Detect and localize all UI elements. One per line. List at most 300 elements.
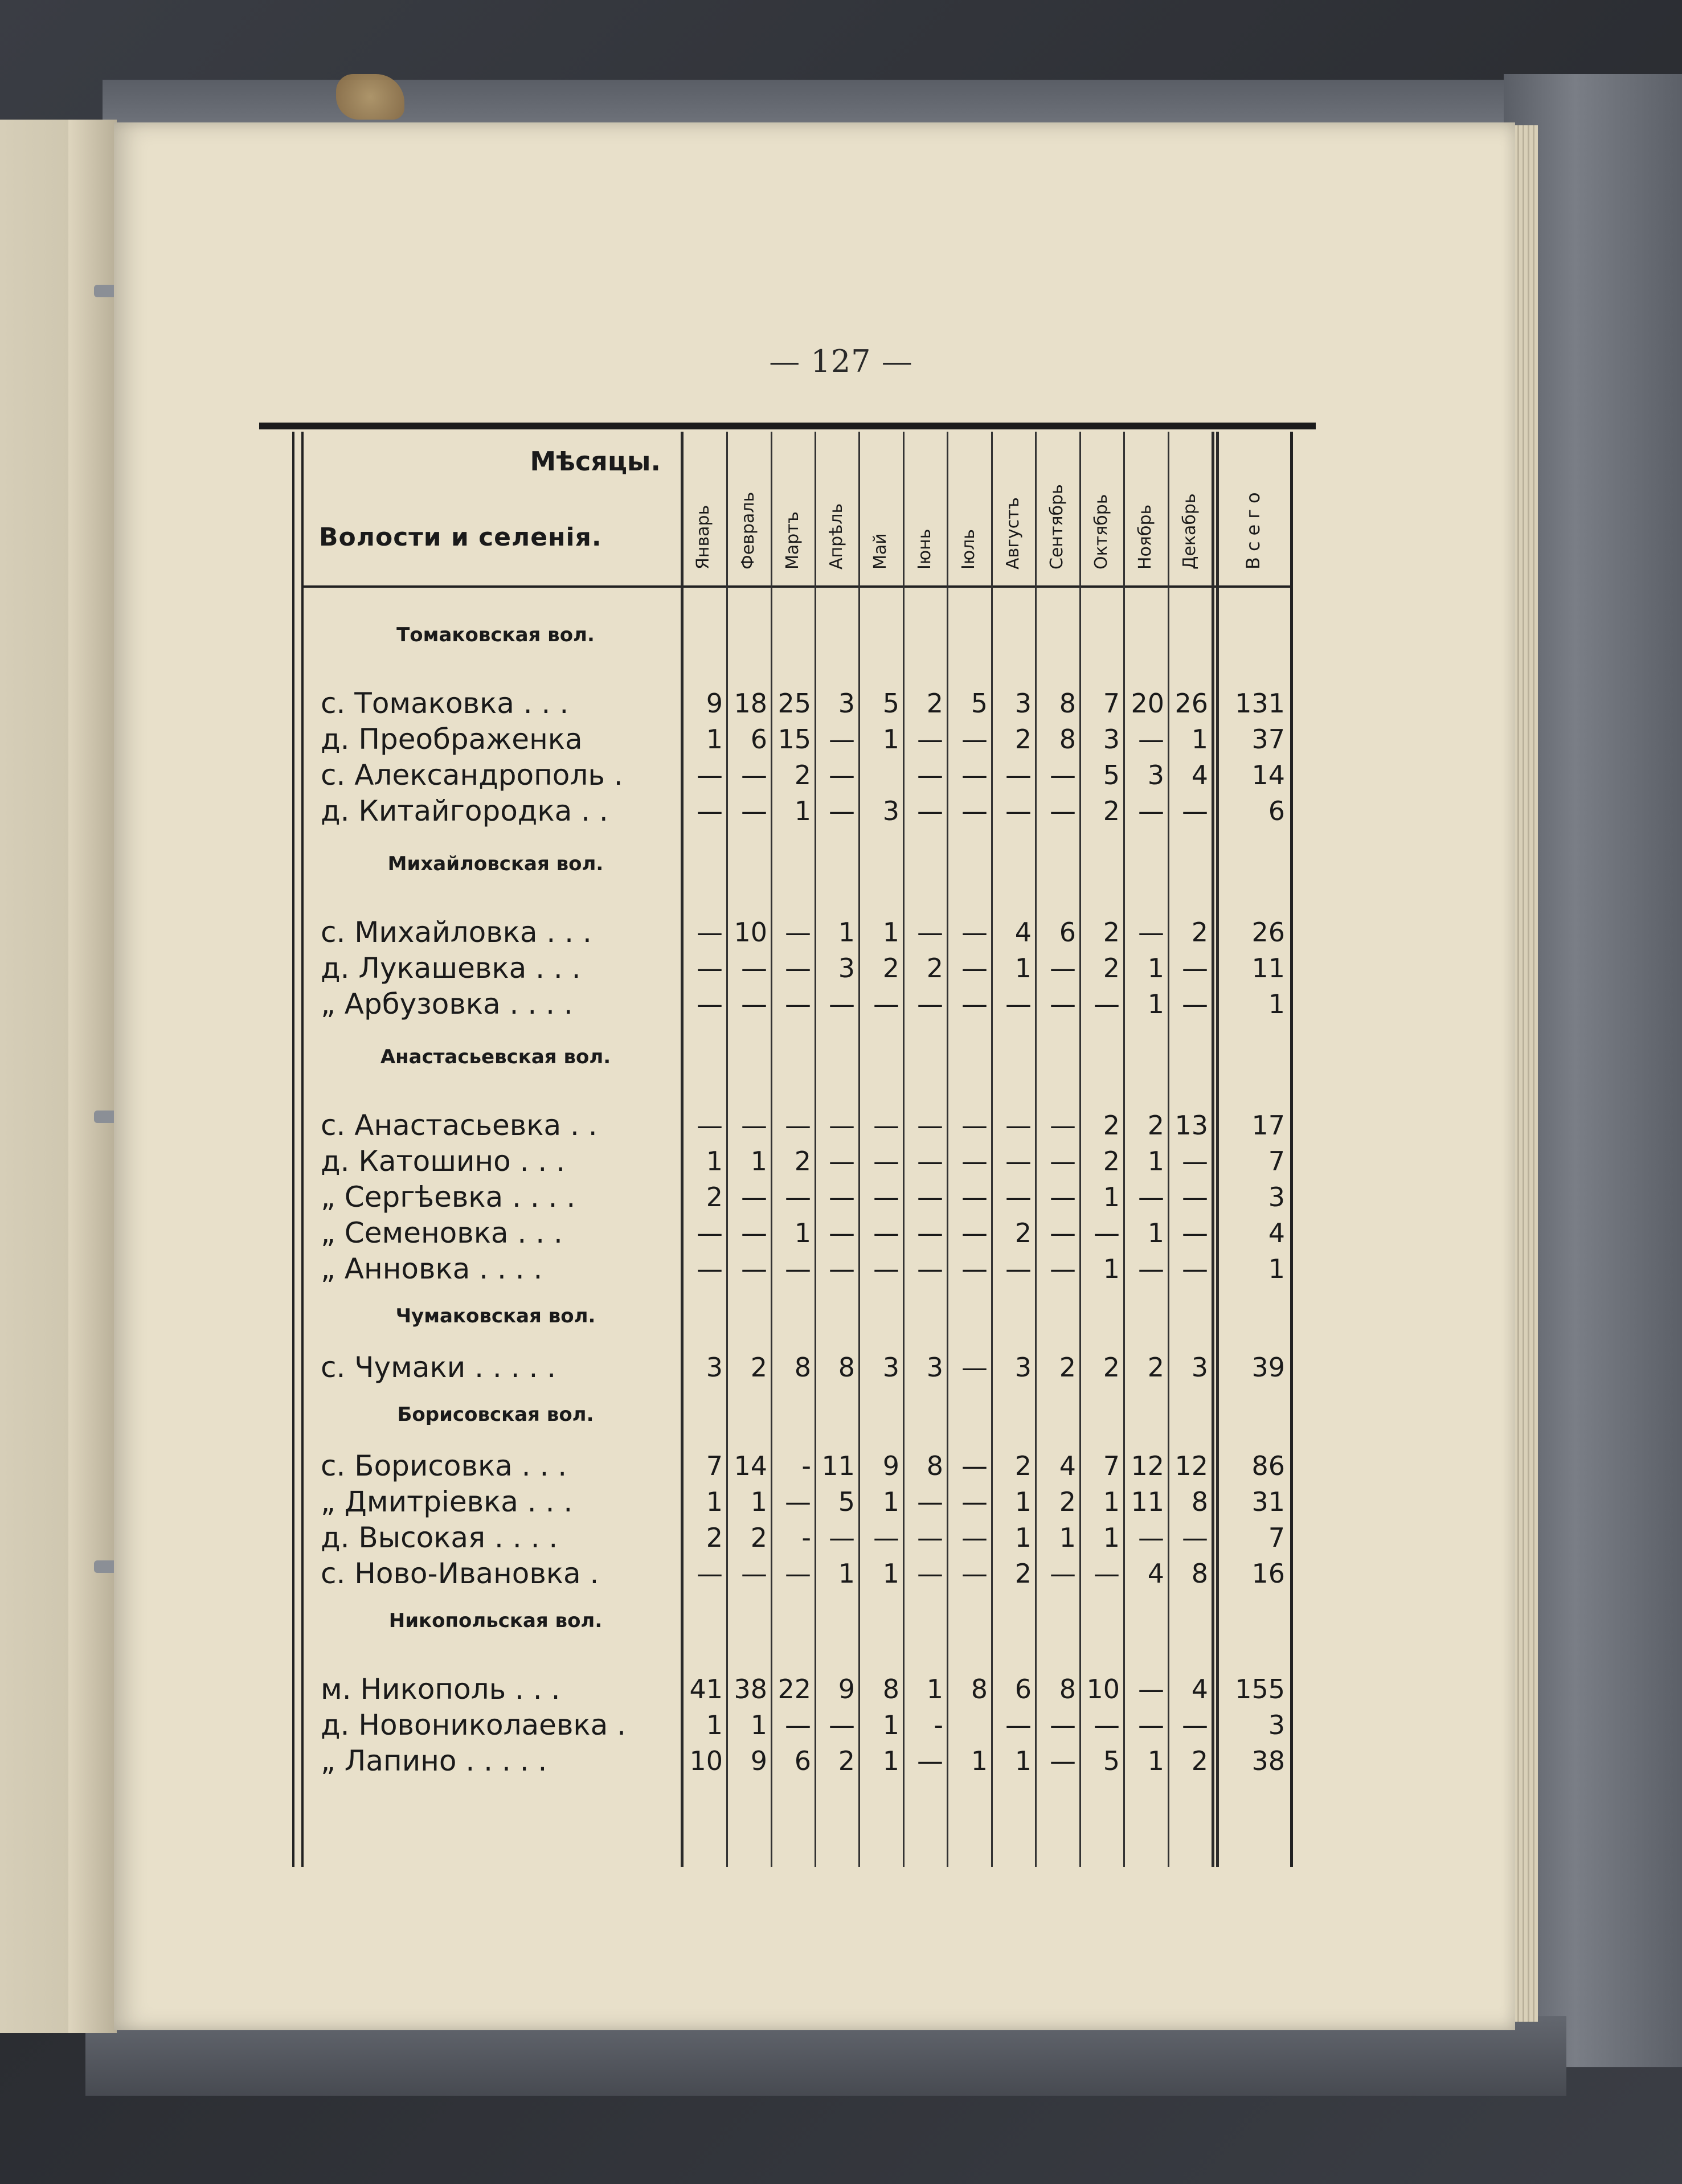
settlement-name: м. Никополь . . .: [321, 1673, 560, 1706]
month-value-cell: —: [917, 1745, 943, 1776]
month-value-cell: —: [961, 989, 988, 1019]
month-value-cell: 15: [777, 724, 811, 755]
month-value-cell: —: [785, 953, 811, 984]
total-value-cell: 39: [1251, 1352, 1285, 1383]
month-value-cell: 1: [1103, 1486, 1120, 1517]
total-value-cell: 1: [1268, 989, 1285, 1019]
month-value-cell: 1: [838, 917, 855, 948]
total-header: Всего: [1242, 486, 1264, 569]
month-value-cell: —: [917, 1110, 943, 1141]
settlement-name: с. Томаковка . . .: [321, 687, 569, 720]
month-value-cell: 1: [1103, 1522, 1120, 1553]
month-value-cell: 1: [1147, 1745, 1164, 1776]
month-value-cell: 8: [1059, 1674, 1076, 1704]
settlement-name: с. Анастасьевка . .: [321, 1109, 598, 1142]
settlement-name: д. Катошино . . .: [321, 1145, 566, 1178]
month-value-cell: 1: [882, 1486, 899, 1517]
month-value-cell: 1: [706, 1146, 723, 1177]
month-value-cell: 2: [1191, 917, 1208, 948]
volost-title: Борисовская вол.: [397, 1403, 594, 1426]
month-header: Ноябрь: [1135, 504, 1155, 569]
month-value-cell: —: [829, 724, 855, 755]
volost-title: Никопольская вол.: [388, 1609, 603, 1632]
month-value-cell: —: [1138, 1522, 1164, 1553]
month-value-cell: 4: [1014, 917, 1032, 948]
month-value-cell: —: [961, 1450, 988, 1481]
total-value-cell: 17: [1251, 1110, 1285, 1141]
month-value-cell: —: [741, 1218, 767, 1248]
month-value-cell: —: [1182, 796, 1208, 826]
month-value-cell: 13: [1174, 1110, 1208, 1141]
month-value-cell: —: [1050, 1558, 1076, 1589]
month-value-cell: —: [1050, 1745, 1076, 1776]
month-value-cell: 1: [1014, 1745, 1032, 1776]
month-value-cell: —: [917, 796, 943, 826]
total-value-cell: 14: [1251, 760, 1285, 790]
month-value-cell: 41: [689, 1674, 723, 1704]
month-value-cell: 4: [1147, 1558, 1164, 1589]
month-value-cell: —: [961, 1218, 988, 1248]
month-value-cell: —: [1182, 1522, 1208, 1553]
month-value-cell: —: [785, 1710, 811, 1740]
month-value-cell: 8: [794, 1352, 811, 1383]
page-number: — 127 —: [769, 343, 913, 379]
settlement-name: д. Лукашевка . . .: [321, 952, 581, 985]
month-header: Іюль: [959, 529, 979, 569]
month-value-cell: —: [961, 760, 988, 790]
month-value-cell: —: [1182, 1218, 1208, 1248]
total-value-cell: 3: [1268, 1710, 1285, 1740]
month-value-cell: 6: [1014, 1674, 1032, 1704]
month-value-cell: —: [741, 1110, 767, 1141]
month-value-cell: —: [697, 760, 723, 790]
month-value-cell: 8: [1059, 724, 1076, 755]
month-value-cell: —: [741, 989, 767, 1019]
month-value-cell: —: [1050, 1146, 1076, 1177]
month-value-cell: —: [785, 1110, 811, 1141]
month-value-cell: —: [1094, 1710, 1120, 1740]
month-value-cell: —: [917, 1146, 943, 1177]
month-value-cell: 3: [1103, 724, 1120, 755]
month-value-cell: —: [961, 1146, 988, 1177]
month-value-cell: —: [1050, 1253, 1076, 1284]
month-value-cell: 2: [1014, 1558, 1032, 1589]
month-value-cell: 11: [821, 1450, 855, 1481]
month-value-cell: —: [1050, 989, 1076, 1019]
month-value-cell: 4: [1059, 1450, 1076, 1481]
month-value-cell: —: [917, 1182, 943, 1212]
month-value-cell: [947, 1708, 991, 1742]
month-value-cell: —: [1050, 1182, 1076, 1212]
month-value-cell: —: [697, 1253, 723, 1284]
volost-title: Анастасьевская вол.: [380, 1046, 611, 1068]
settlement-name: д. Новониколаевка .: [321, 1708, 627, 1742]
month-value-cell: —: [1050, 760, 1076, 790]
month-value-cell: 3: [882, 1352, 899, 1383]
month-value-cell: 4: [1191, 1674, 1208, 1704]
settlement-name: д. Китайгородка . .: [321, 794, 608, 827]
settlement-name: с. Борисовка . . .: [321, 1449, 567, 1482]
month-value-cell: —: [829, 1522, 855, 1553]
torn-paper-fragment: [336, 74, 404, 120]
month-value-cell: 2: [1103, 917, 1120, 948]
month-value-cell: —: [873, 1182, 899, 1212]
month-value-cell: —: [697, 917, 723, 948]
month-value-cell: —: [1138, 796, 1164, 826]
month-value-cell: 2: [1059, 1352, 1076, 1383]
month-value-cell: 2: [1147, 1110, 1164, 1141]
month-value-cell: 2: [794, 1146, 811, 1177]
month-value-cell: —: [697, 1558, 723, 1589]
month-value-cell: 2: [1014, 1218, 1032, 1248]
month-value-cell: 6: [750, 724, 767, 755]
volost-title: Томаковская вол.: [396, 624, 595, 646]
month-value-cell: 1: [882, 1558, 899, 1589]
month-value-cell: 9: [882, 1450, 899, 1481]
month-value-cell: 2: [926, 688, 943, 719]
settlement-name: д. Высокая . . . .: [321, 1521, 558, 1554]
month-value-cell: 7: [706, 1450, 723, 1481]
month-value-cell: —: [1138, 1674, 1164, 1704]
month-header: Августъ: [1002, 497, 1023, 569]
month-value-cell: —: [829, 1182, 855, 1212]
previous-page-shade: [0, 120, 68, 2033]
month-value-cell: —: [1050, 953, 1076, 984]
month-value-cell: 3: [838, 688, 855, 719]
month-value-cell: 8: [971, 1674, 988, 1704]
month-value-cell: 2: [838, 1745, 855, 1776]
month-value-cell: —: [873, 1218, 899, 1248]
total-value-cell: 3: [1268, 1182, 1285, 1212]
settlement-name: д. Преображенка: [321, 723, 583, 756]
month-value-cell: 4: [1191, 760, 1208, 790]
month-value-cell: 2: [706, 1182, 723, 1212]
month-value-cell: 6: [1059, 917, 1076, 948]
month-value-cell: 3: [1014, 1352, 1032, 1383]
month-value-cell: —: [1005, 1182, 1032, 1212]
month-value-cell: —: [1138, 1182, 1164, 1212]
month-value-cell: 1: [1014, 1486, 1032, 1517]
month-header: Май: [870, 533, 890, 569]
month-value-cell: —: [961, 796, 988, 826]
month-value-cell: 1: [706, 1710, 723, 1740]
month-value-cell: —: [829, 1710, 855, 1740]
month-value-cell: —: [917, 1522, 943, 1553]
month-value-cell: —: [1050, 1710, 1076, 1740]
volost-title: Чумаковская вол.: [395, 1305, 596, 1327]
month-value-cell: 18: [734, 688, 767, 719]
month-value-cell: —: [741, 1253, 767, 1284]
month-value-cell: -: [801, 1450, 811, 1481]
month-value-cell: —: [961, 1253, 988, 1284]
month-value-cell: 25: [777, 688, 811, 719]
month-value-cell: —: [785, 1182, 811, 1212]
month-value-cell: 1: [750, 1146, 767, 1177]
month-value-cell: 5: [1103, 1745, 1120, 1776]
month-value-cell: 9: [706, 688, 723, 719]
total-value-cell: 16: [1251, 1558, 1285, 1589]
month-value-cell: 8: [1191, 1558, 1208, 1589]
month-value-cell: 1: [1147, 1218, 1164, 1248]
month-value-cell: 9: [750, 1745, 767, 1776]
month-header: Декабрь: [1179, 493, 1200, 569]
month-value-cell: —: [873, 1110, 899, 1141]
month-value-cell: 10: [1086, 1674, 1120, 1704]
month-value-cell: 3: [926, 1352, 943, 1383]
settlement-name: „ Анновка . . . .: [321, 1252, 543, 1285]
month-value-cell: —: [741, 760, 767, 790]
settlement-name: с. Александрополь .: [321, 759, 623, 792]
month-value-cell: 1: [1147, 1146, 1164, 1177]
month-value-cell: 1: [794, 796, 811, 826]
month-value-cell: —: [961, 1182, 988, 1212]
table-right-border: [1290, 432, 1293, 1867]
month-value-cell: 1: [971, 1745, 988, 1776]
month-value-cell: 12: [1131, 1450, 1164, 1481]
month-value-cell: —: [961, 1522, 988, 1553]
months-heading: Мѣсяцы.: [530, 446, 661, 477]
total-value-cell: 11: [1251, 953, 1285, 984]
month-value-cell: —: [1005, 760, 1032, 790]
month-value-cell: —: [1094, 989, 1120, 1019]
month-value-cell: —: [1138, 724, 1164, 755]
month-value-cell: 3: [1014, 688, 1032, 719]
volost-title: Михайловская вол.: [387, 853, 604, 875]
month-value-cell: 5: [1103, 760, 1120, 790]
month-header: Мартъ: [782, 511, 803, 569]
settlement-name: „ Сергѣевка . . . .: [321, 1181, 576, 1214]
settlements-heading: Волости и селенія.: [319, 523, 602, 552]
settlement-name: с. Михайловка . . .: [321, 916, 592, 949]
month-value-cell: 1: [1014, 953, 1032, 984]
total-value-cell: 38: [1251, 1745, 1285, 1776]
month-value-cell: —: [961, 953, 988, 984]
month-value-cell: 1: [882, 1710, 899, 1740]
month-value-cell: 3: [1191, 1352, 1208, 1383]
month-value-cell: —: [873, 1522, 899, 1553]
month-value-cell: 2: [1103, 1110, 1120, 1141]
month-value-cell: 5: [838, 1486, 855, 1517]
month-value-cell: 2: [1103, 1352, 1120, 1383]
month-value-cell: 38: [734, 1674, 767, 1704]
month-value-cell: —: [873, 1146, 899, 1177]
total-value-cell: 131: [1235, 688, 1285, 719]
month-value-cell: —: [741, 1558, 767, 1589]
total-value-cell: 31: [1251, 1486, 1285, 1517]
month-value-cell: —: [1182, 953, 1208, 984]
month-value-cell: 11: [1131, 1486, 1164, 1517]
month-value-cell: —: [1138, 1253, 1164, 1284]
month-header: Апрѣль: [826, 503, 846, 569]
month-value-cell: —: [1050, 1218, 1076, 1248]
month-value-cell: —: [1138, 1710, 1164, 1740]
month-value-cell: 2: [1103, 796, 1120, 826]
month-value-cell: —: [1094, 1218, 1120, 1248]
month-value-cell: —: [697, 1218, 723, 1248]
month-value-cell: —: [917, 989, 943, 1019]
total-value-cell: 155: [1235, 1674, 1285, 1704]
month-value-cell: 8: [1191, 1486, 1208, 1517]
month-value-cell: 1: [838, 1558, 855, 1589]
binding-stitch: [94, 1111, 117, 1123]
month-value-cell: —: [829, 1253, 855, 1284]
month-value-cell: —: [1138, 917, 1164, 948]
month-value-cell: 1: [926, 1674, 943, 1704]
month-value-cell: —: [741, 1182, 767, 1212]
month-value-cell: 10: [689, 1745, 723, 1776]
table-left-border-inner: [301, 432, 304, 1867]
month-value-cell: 1: [882, 724, 899, 755]
month-value-cell: 2: [750, 1352, 767, 1383]
settlement-name: с. Ново-Ивановка .: [321, 1557, 599, 1590]
total-value-cell: 7: [1268, 1522, 1285, 1553]
month-value-cell: —: [785, 917, 811, 948]
month-value-cell: —: [785, 989, 811, 1019]
month-value-cell: —: [1005, 1110, 1032, 1141]
month-value-cell: —: [829, 796, 855, 826]
month-header: Сентябрь: [1047, 484, 1067, 569]
month-value-cell: 1: [1103, 1182, 1120, 1212]
month-value-cell: 2: [794, 760, 811, 790]
month-value-cell: 8: [1059, 688, 1076, 719]
month-value-cell: -: [801, 1522, 811, 1553]
month-value-cell: 8: [926, 1450, 943, 1481]
month-value-cell: —: [961, 917, 988, 948]
month-value-cell: —: [697, 953, 723, 984]
month-value-cell: -: [934, 1710, 943, 1740]
month-value-cell: —: [917, 1253, 943, 1284]
month-header: Январь: [693, 505, 713, 569]
month-value-cell: 8: [838, 1352, 855, 1383]
month-value-cell: 3: [706, 1352, 723, 1383]
month-value-cell: 6: [794, 1745, 811, 1776]
month-value-cell: —: [1005, 989, 1032, 1019]
total-value-cell: 6: [1268, 796, 1285, 826]
total-value-cell: 86: [1251, 1450, 1285, 1481]
month-value-cell: 3: [882, 796, 899, 826]
month-value-cell: —: [1050, 1110, 1076, 1141]
month-value-cell: —: [1005, 796, 1032, 826]
month-value-cell: —: [917, 724, 943, 755]
month-value-cell: —: [829, 1218, 855, 1248]
month-value-cell: —: [1005, 1146, 1032, 1177]
month-value-cell: —: [917, 1558, 943, 1589]
settlement-name: с. Чумаки . . . . .: [321, 1351, 556, 1384]
month-value-cell: 20: [1131, 688, 1164, 719]
month-value-cell: 2: [706, 1522, 723, 1553]
month-value-cell: 10: [734, 917, 767, 948]
month-header: Октябрь: [1091, 494, 1111, 569]
month-value-cell: 1: [794, 1218, 811, 1248]
month-value-cell: 5: [882, 688, 899, 719]
month-header: Іюнь: [914, 528, 935, 569]
month-value-cell: —: [741, 953, 767, 984]
total-value-cell: 4: [1268, 1218, 1285, 1248]
month-value-cell: —: [1182, 1182, 1208, 1212]
column-rule: [1212, 432, 1214, 1867]
month-value-cell: —: [873, 1253, 899, 1284]
month-value-cell: 1: [706, 1486, 723, 1517]
month-value-cell: —: [1005, 1253, 1032, 1284]
month-value-cell: —: [917, 760, 943, 790]
month-value-cell: —: [961, 1352, 988, 1383]
month-value-cell: 2: [1147, 1352, 1164, 1383]
month-value-cell: 1: [1147, 953, 1164, 984]
month-value-cell: 9: [838, 1674, 855, 1704]
month-value-cell: —: [961, 1558, 988, 1589]
table-top-rule: [259, 423, 1316, 429]
month-value-cell: —: [697, 989, 723, 1019]
settlement-name: „ Лапино . . . . .: [321, 1744, 547, 1777]
month-value-cell: 1: [882, 1745, 899, 1776]
month-value-cell: 14: [734, 1450, 767, 1481]
total-value-cell: 37: [1251, 724, 1285, 755]
month-value-cell: —: [741, 796, 767, 826]
month-value-cell: —: [829, 989, 855, 1019]
month-value-cell: [858, 758, 903, 792]
month-header: Февраль: [738, 491, 758, 569]
month-value-cell: —: [1182, 989, 1208, 1019]
month-value-cell: 8: [882, 1674, 899, 1704]
total-value-cell: 7: [1268, 1146, 1285, 1177]
month-value-cell: 2: [1103, 1146, 1120, 1177]
month-value-cell: 7: [1103, 688, 1120, 719]
month-value-cell: 1: [1147, 989, 1164, 1019]
month-value-cell: 26: [1174, 688, 1208, 719]
table-left-border: [292, 432, 294, 1867]
month-value-cell: —: [961, 724, 988, 755]
month-value-cell: —: [873, 989, 899, 1019]
month-value-cell: 1: [706, 724, 723, 755]
month-value-cell: 2: [926, 953, 943, 984]
month-value-cell: 2: [1014, 1450, 1032, 1481]
month-value-cell: —: [917, 1218, 943, 1248]
month-value-cell: —: [829, 760, 855, 790]
month-value-cell: 1: [1191, 724, 1208, 755]
month-value-cell: —: [917, 1486, 943, 1517]
month-value-cell: —: [1182, 1146, 1208, 1177]
settlement-name: „ Дмитріевка . . .: [321, 1485, 573, 1518]
month-value-cell: —: [697, 1110, 723, 1141]
month-value-cell: 7: [1103, 1450, 1120, 1481]
month-value-cell: 5: [971, 688, 988, 719]
month-value-cell: —: [1094, 1558, 1120, 1589]
month-value-cell: 2: [1059, 1486, 1076, 1517]
header-divider: [304, 585, 1292, 588]
month-value-cell: —: [785, 1486, 811, 1517]
month-value-cell: 3: [1147, 760, 1164, 790]
total-value-cell: 26: [1251, 917, 1285, 948]
total-value-cell: 1: [1268, 1253, 1285, 1284]
month-value-cell: —: [829, 1146, 855, 1177]
month-value-cell: —: [961, 1110, 988, 1141]
month-value-cell: —: [785, 1558, 811, 1589]
settlement-name: „ Арбузовка . . . .: [321, 987, 573, 1021]
month-value-cell: 1: [1103, 1253, 1120, 1284]
month-value-cell: 1: [882, 917, 899, 948]
month-value-cell: 1: [750, 1486, 767, 1517]
month-value-cell: —: [1182, 1253, 1208, 1284]
month-value-cell: 2: [882, 953, 899, 984]
month-value-cell: —: [917, 917, 943, 948]
month-value-cell: 1: [1014, 1522, 1032, 1553]
previous-page-edge: [0, 120, 117, 2033]
month-value-cell: —: [961, 1486, 988, 1517]
binding-stitch: [94, 1560, 117, 1573]
month-value-cell: —: [1005, 1710, 1032, 1740]
month-value-cell: 2: [1103, 953, 1120, 984]
month-value-cell: 1: [1059, 1522, 1076, 1553]
